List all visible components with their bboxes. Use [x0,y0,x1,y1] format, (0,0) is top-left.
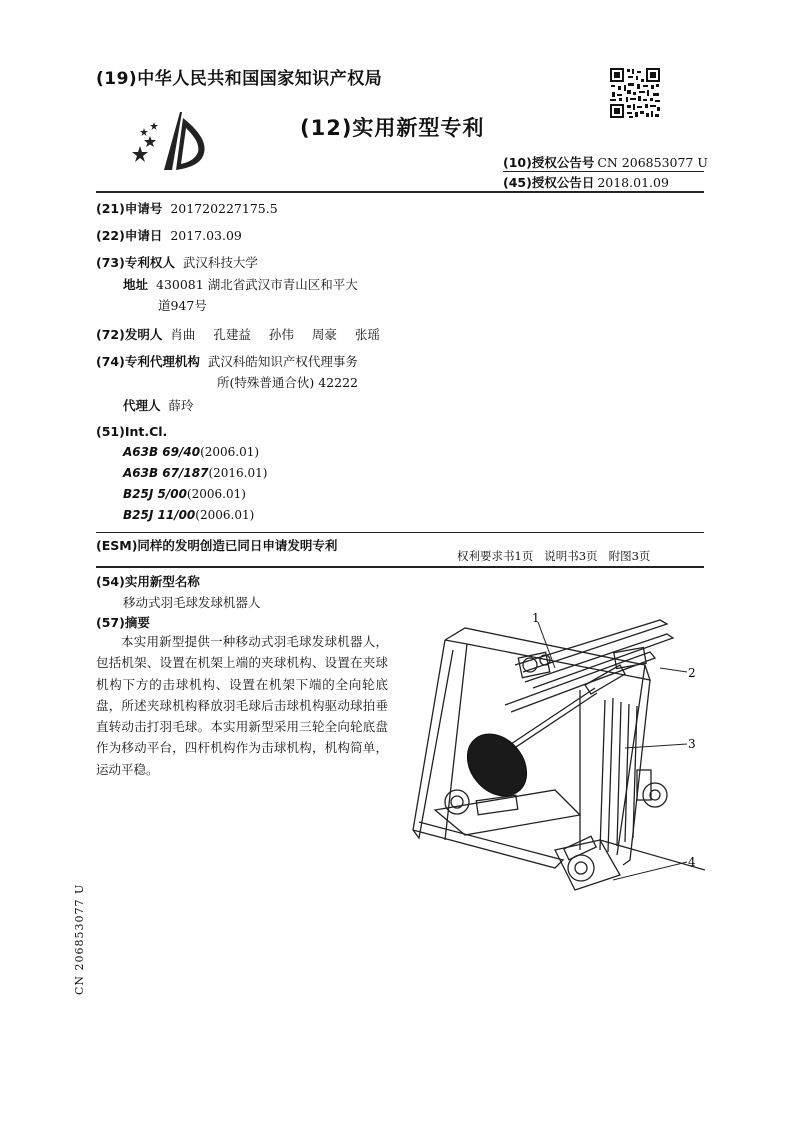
publication-date-label: (45)授权公告日 [503,175,595,190]
esm-note: (ESM)同样的发明创造已同日申请发明专利 [96,538,338,553]
agency-line-2: 所(特殊普通合伙) 42222 [217,375,358,390]
filing-date-row [96,226,242,244]
application-number: 201720227175.5 [170,201,278,216]
publication-number-label: (10)授权公告号 [503,155,595,170]
inventor: 孔建益 [213,327,251,342]
qr-code-icon [609,67,661,119]
address-label: 地址 [123,277,149,292]
ipc-entry: A63B 67/187(2016.01) [123,466,268,480]
publication-number-row [503,153,708,171]
agent-label: 代理人 [123,398,161,413]
publication-number: CN 206853077 U [597,155,708,170]
figure-label: 2 [688,666,696,680]
agent: 薛玲 [168,398,194,413]
int-cl-label: (51)Int.Cl. [96,424,168,439]
inventor: 肖曲 [170,327,196,342]
abstract-text: 本实用新型提供一种移动式羽毛球发球机器人，包括机架、设置在机架上端的夹球机构、设置在夹球机构下方的击球机构、设置在机架下端的全向轮底盘，所述夹球机构释放羽毛球后击球机构驱动球拍垂直转动击打羽毛球。本实用新型采用三轮全向轮底盘作为移动平台，四杆机构作为击球机构，机构简单，运动平稳。 [96,634,388,777]
robot-drawing-figure [405,610,705,910]
figure-label: 1 [532,611,540,625]
header-divider [96,191,704,193]
document-type: (12)实用新型专利 [300,116,485,140]
publication-date: 2018.01.09 [597,175,669,190]
inventor: 周豪 [311,327,337,342]
agent-row [123,396,194,414]
inventor: 孙伟 [268,327,294,342]
divider [96,532,704,533]
side-publication-number: CN 206853077 U [73,883,86,995]
inventor: 张瑶 [354,327,380,342]
application-number-row [96,199,278,217]
agency-row [96,352,358,370]
abstract-label: (57)摘要 [96,615,150,630]
title-label: (54)实用新型名称 [96,574,200,589]
ipc-entry: A63B 69/40(2006.01) [123,445,260,459]
agency-line-1: 武汉科皓知识产权代理事务 [207,354,358,369]
inventors-row [96,325,380,343]
address-line-2: 道947号 [158,298,207,313]
page-count: 权利要求书1页 说明书3页 附图3页 [457,549,651,563]
ipc-entry: B25J 11/00(2006.01) [123,508,255,522]
utility-model-title: 移动式羽毛球发球机器人 [123,595,261,610]
ipc-entry: B25J 5/00(2006.01) [123,487,246,501]
inventors-label: (72)发明人 [96,327,163,342]
figure-label: 4 [688,855,696,869]
filing-date: 2017.03.09 [170,228,242,243]
divider [503,171,704,172]
figure-label: 3 [688,737,696,751]
cnipa-emblem-icon [128,108,216,174]
patentee-row [96,253,258,271]
publication-date-row [503,173,669,191]
application-number-label: (21)申请号 [96,201,163,216]
patentee-label: (73)专利权人 [96,255,175,270]
agency-label: (74)专利代理机构 [96,354,200,369]
divider [96,566,704,568]
filing-date-label: (22)申请日 [96,228,163,243]
address-row [123,275,358,293]
office-name: (19)中华人民共和国国家知识产权局 [96,69,383,89]
address-line-1: 430081 湖北省武汉市青山区和平大 [156,277,358,292]
patentee: 武汉科技大学 [182,255,258,270]
